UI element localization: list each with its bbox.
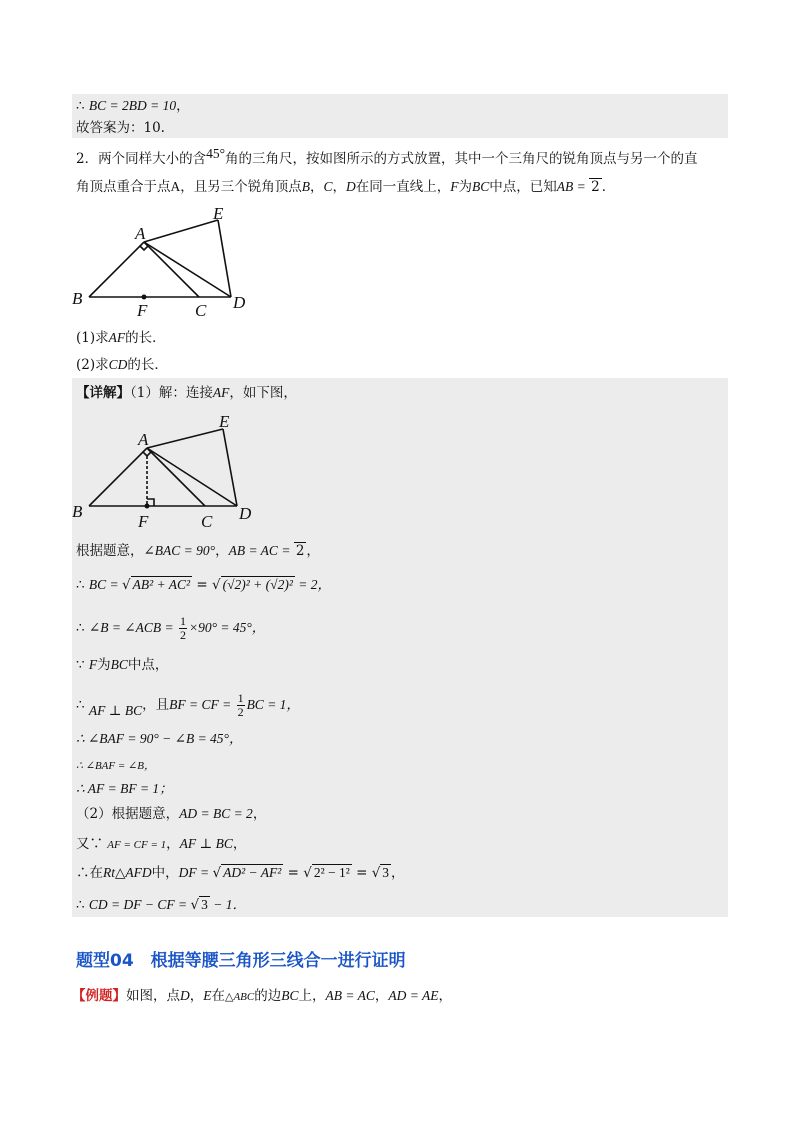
label-f-2: F (138, 512, 149, 531)
solution-line-10: （2）根据题意，AD = BC = 2， (76, 806, 267, 822)
label-e: E (213, 208, 224, 223)
solution-line-4: ∴ ∠B = ∠ACB = $\frac{1}{2}$ ×90° = 45°， (76, 614, 266, 642)
label-d: D (233, 293, 246, 312)
solution-line-7: ∴ ∠BAF = 90° − ∠B = 45°， (76, 731, 243, 746)
point-f (142, 295, 147, 300)
solution-line-2: 根据题意，∠BAC = 90°，AB = AC = 2 ， (76, 543, 320, 559)
math-bc-eq: BC = 2BD = 10 (88, 98, 177, 113)
prev-conclusion-line: ∴ BC = 2BD = 10， (76, 98, 190, 114)
label-a: A (135, 224, 146, 243)
solution-line-1: 【详解】（1）解：连接AF，如下图， (76, 385, 297, 401)
solution-line-5: ∵ F为BC中点， (76, 657, 169, 673)
label-b: B (72, 289, 83, 308)
solution-line-12: ∴在Rt△AFD中，DF = √ AD² − AF² = √ 2² − 1² = √ 3 ， (76, 865, 405, 881)
sqrt-2: 2 (591, 179, 600, 195)
label-a-2: A (138, 430, 149, 449)
label-b-2: B (72, 502, 83, 521)
solution-line-13: ∴ CD = DF − CF = √ 3 − 1． (76, 897, 246, 913)
question-1: (1)求AF的长． (76, 330, 166, 346)
solution-line-8: ∴ ∠BAF = ∠B， (76, 760, 155, 772)
label-c-2: C (201, 512, 213, 531)
prev-answer-line: 故答案为：10. (76, 120, 165, 136)
angle-45: 45° (206, 146, 225, 161)
figure-triangles-1 (70, 208, 270, 318)
problem2-line2: 角顶点重合于点A，且另三个锐角顶点B，C，D在同一直线上，F为BC中点，已知AB = 2 ． (76, 179, 616, 195)
solution-line-3: ∴ BC = √ AB² + AC² = √ (√2)² + (√2)² = 2， (76, 577, 331, 593)
label-d-2: D (239, 504, 252, 523)
solution-line-6: ∴ AF ⊥ BC，且BF = CF = $\frac{1}{2}$ BC = 1， (76, 691, 300, 719)
figure-triangles-2 (70, 407, 270, 532)
solution-line-11: 又∵ AF = CF = 1，AF ⊥ BC， (76, 836, 247, 852)
detail-tag: 【详解】 (76, 385, 130, 401)
label-e-2: E (219, 412, 230, 431)
solution-line-9: ∴ AF = BF = 1； (76, 781, 173, 796)
question-2: (2)求CD的长． (76, 357, 168, 373)
example-line: 【例题】如图，点D，E在△ABC的边BC上，AB = AC，AD = AE， (72, 988, 452, 1004)
problem2-line1: 2．两个同样大小的含45°角的三角尺，按如图所示的方式放置，其中一个三角尺的锐角顶点与另一个的直 (76, 146, 698, 167)
example-tag: 【例题】 (72, 988, 126, 1004)
section-heading: 题型04 根据等腰三角形三线合一进行证明 (76, 951, 406, 971)
label-c: C (195, 301, 207, 318)
point-f-2 (145, 504, 150, 509)
label-f: F (137, 301, 148, 318)
